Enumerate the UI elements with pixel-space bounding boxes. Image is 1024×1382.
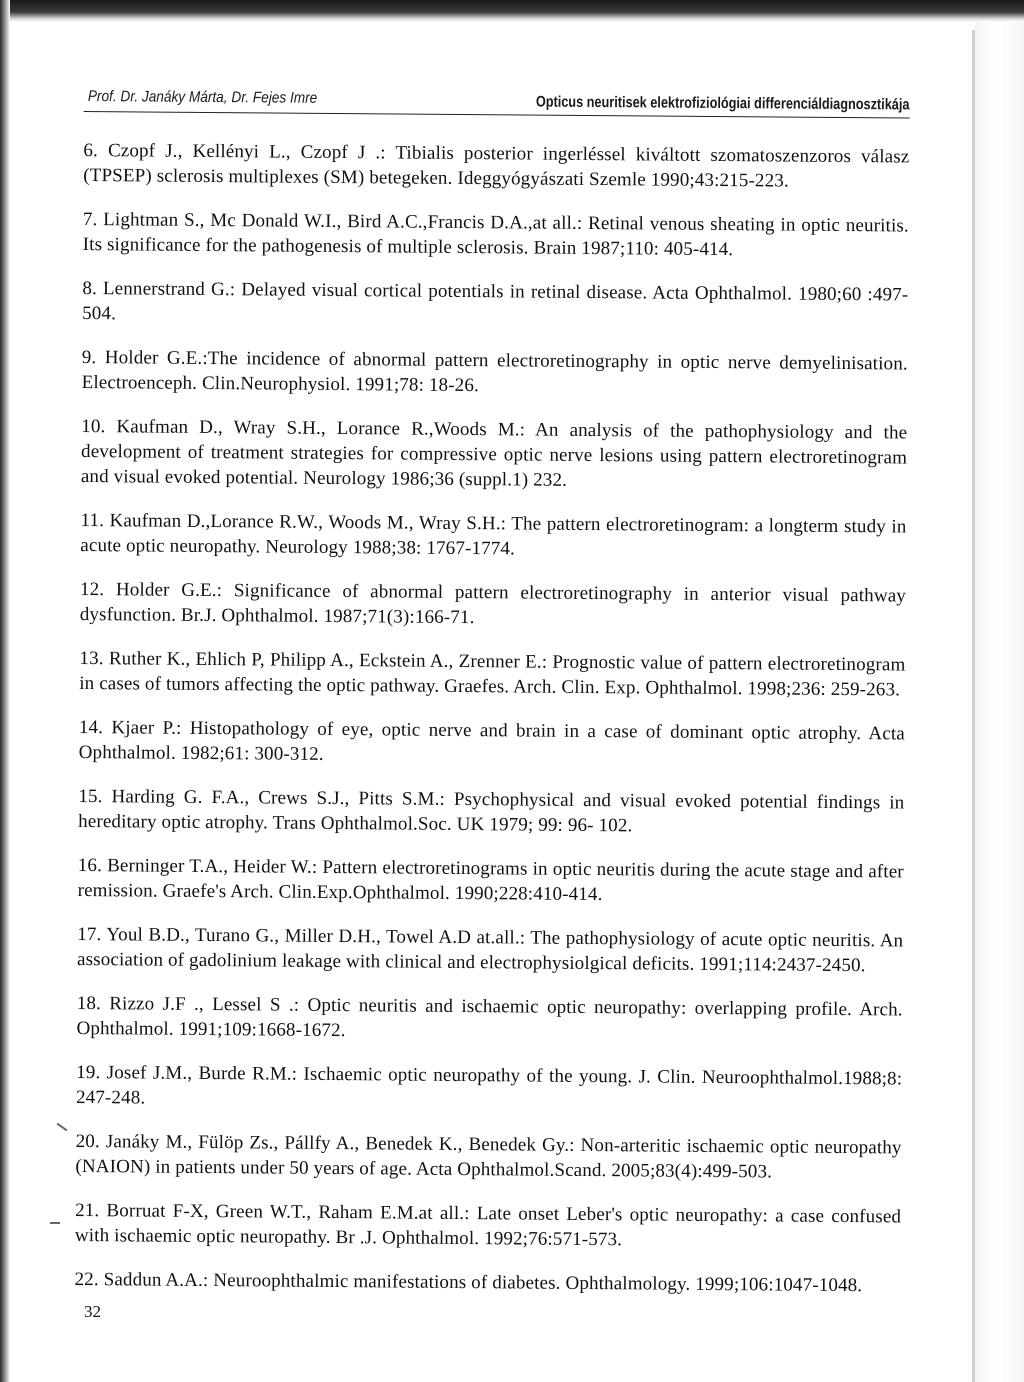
reference-item: 12. Holder G.E.: Significance of abnormal pattern electroretinography in anterior visual pathway dysfunction. Br.J. Ophthalmol. 1987;71(3):166-71. bbox=[79, 578, 907, 629]
reference-item: 17. Youl B.D., Turano G., Miller D.H., Towel A.D at.all.: The pathophysiology of acute optic neuritis. An association of gadolinium leakage with clinical and electrophysiolgical deficits. 1991;114:2437-2450. bbox=[77, 923, 904, 977]
reference-item: 6. Czopf J., Kellényi L., Czopf J .: Tibialis posterior ingerléssel kiváltott szomatoszenzoros válasz (TPSEP) sclerosis multiplexes (SM) betegeken. Ideggyógyászati Szemle 1990;43:215-223. bbox=[83, 139, 910, 192]
reference-item: 19. Josef J.M., Burde R.M.: Ischaemic optic neuropathy of the young. J. Clin. Neuroophthalmol.1988;8: 247-248. bbox=[75, 1061, 903, 1109]
reference-item: 7. Lightman S., Mc Donald W.I., Bird A.C.,Francis D.A.,at all.: Retinal venous sheating in optic neuritis. Its significance for the pathogenesis of multiple sclerosis. Brain 1987;110: 405-414. bbox=[82, 208, 909, 261]
facing-page-edge bbox=[975, 22, 1024, 1382]
reference-item: 22. Saddun A.A.: Neuroophthalmic manifestations of diabetes. Ophthalmology. 1999;106:1047-1048. bbox=[74, 1268, 863, 1297]
page-fold bbox=[972, 30, 975, 1382]
reference-item: 13. Ruther K., Ehlich P, Philipp A., Eckstein A., Zrenner E.: Prognostic value of pattern electroretinogram in cases of tumors affecting the optic pathway. Graefes. Arch. Clin. Exp. Ophthalmol. 1998;236: 259-263. bbox=[79, 647, 906, 701]
reference-item: 11. Kaufman D.,Lorance R.W., Woods M., Wray S.H.: The pattern electroretinogram: a longterm study in acute optic neuropathy. Neurology 1988;38: 1767-1774. bbox=[80, 509, 907, 560]
reference-item: 21. Borruat F-X, Green W.T., Raham E.M.at all.: Late onset Leber's optic neuropathy: a case confused with ischaemic optic neuropathy. Br .J. Ophthalmol. 1992;76:571-573. bbox=[74, 1199, 902, 1251]
reference-item: 9. Holder G.E.:The incidence of abnormal pattern electroretinography in optic nerve demyelinisation. Electroenceph. Clin.Neurophysiol. 1991;78: 18-26. bbox=[81, 346, 908, 397]
running-header bbox=[84, 80, 910, 120]
header-title: Opticus neuritisek elektrofiziológiai differenciáldiagnosztikája bbox=[536, 93, 910, 114]
scan-edge-left bbox=[0, 0, 10, 1382]
document-page bbox=[74, 80, 910, 1300]
reference-item: 14. Kjaer P.: Histopathology of eye, optic nerve and brain in a case of dominant optic atrophy. Acta Ophthalmol. 1982;61: 300-312. bbox=[78, 716, 905, 765]
reference-item: 8. Lennerstrand G.: Delayed visual cortical potentials in retinal disease. Acta Ophthalmol. 1980;60 :497-504. bbox=[82, 277, 909, 325]
scan-edge-top bbox=[0, 0, 1024, 22]
reference-item: 20. Janáky M., Fülöp Zs., Pállfy A., Benedek K., Benedek Gy.: Non-arteritic ischaemic optic neuropathy (NAION) in patients under 50 years of age. Acta Ophthalmol.Scand. 2005;83(4):499-503. bbox=[75, 1130, 902, 1183]
reference-item: 15. Harding G. F.A., Crews S.J., Pitts S.M.: Psychophysical and visual evoked potential findings in hereditary optic atrophy. Trans Ophthalmol.Soc. UK 1979; 99: 96- 102. bbox=[78, 785, 905, 837]
reference-item: 10. Kaufman D., Wray S.H., Lorance R.,Woods M.: An analysis of the pathophysiology and the development of treatment strategies for compressive optic nerve lesions using pattern electroretinogram and visual evoked potential. Neurology 1986;36 (suppl.1) 232. bbox=[80, 415, 908, 491]
reference-list bbox=[74, 138, 909, 1298]
reference-item: 16. Berninger T.A., Heider W.: Pattern electroretinograms in optic neuritis during the acute stage and after remission. Graefe's Arch. Clin.Exp.Ophthalmol. 1990;228:410-414. bbox=[77, 854, 904, 906]
margin-pencil-mark bbox=[57, 1123, 68, 1132]
margin-pencil-mark bbox=[50, 1222, 60, 1224]
reference-item: 18. Rizzo J.F ., Lessel S .: Optic neuritis and ischaemic optic neuropathy: overlapping profile. Arch. Ophthalmol. 1991;109:1668-1672. bbox=[76, 992, 903, 1042]
page-number: 32 bbox=[84, 1302, 101, 1321]
header-authors: Prof. Dr. Janáky Márta, Dr. Fejes Imre bbox=[87, 88, 318, 107]
